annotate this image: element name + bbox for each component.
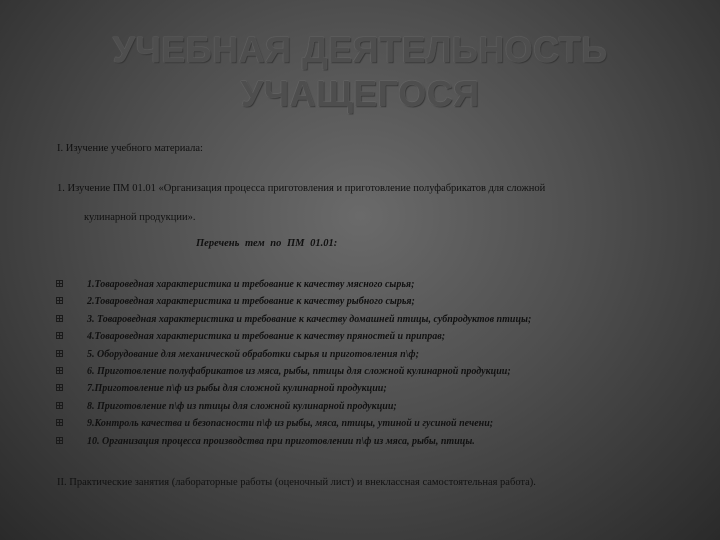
section-1-heading: I. Изучение учебного материала: [57, 143, 203, 154]
boxed-plus-icon [56, 280, 63, 287]
boxed-plus-icon [56, 437, 63, 444]
boxed-plus-icon [56, 297, 63, 304]
topic-text: 9.Контроль качества и безопасности п\ф из рыбы, мяса, птицы, утиной и гусиной печени; [87, 418, 494, 430]
slide-title [0, 28, 720, 116]
boxed-plus-icon [56, 332, 63, 339]
topic-text: 8. Приготовление п\ф из птицы для сложной кулинарной продукции; [87, 400, 397, 412]
topic-text: 6. Приготовление полуфабрикатов из мяса, рыбы, птицы для сложной кулинарной продукции; [87, 365, 511, 377]
slide-title-line-1: УЧЕБНАЯ ДЕЯТЕЛЬНОСТЬ [112, 29, 608, 70]
boxed-plus-icon [56, 367, 63, 374]
topics-heading: Перечень тем по ПМ 01.01: [196, 238, 338, 249]
topic-text: 5. Оборудование для механической обработки сырья и приготовления п\ф; [87, 348, 419, 360]
item-1-line-1: 1. Изучение ПМ 01.01 «Организация процесса приготовления и приготовление полуфабрикатов для сложной [57, 183, 546, 194]
topic-text: 2.Товароведная характеристика и требование к качеству рыбного сырья; [87, 296, 415, 308]
boxed-plus-icon [56, 315, 63, 322]
boxed-plus-icon [56, 384, 63, 391]
topic-text: 7.Приготовление п\ф из рыбы для сложной кулинарной продукции; [87, 383, 387, 395]
topic-text: 3. Товароведная характеристика и требование к качеству домашней птицы, субпродуктов птицы; [87, 313, 532, 325]
topic-text: 10. Организация процесса производства при приготовлении п\ф из мяса, рыбы, птицы. [87, 435, 475, 447]
boxed-plus-icon [56, 402, 63, 409]
item-1-line-2: кулинарной продукции». [84, 212, 196, 223]
boxed-plus-icon [56, 419, 63, 426]
topic-text: 4.Товароведная характеристика и требование к качеству пряностей и приправ; [87, 331, 446, 343]
slide-title-line-2: УЧАЩЕГОСЯ [240, 73, 480, 114]
topic-text: 1.Товароведная характеристика и требование к качеству мясного сырья; [87, 279, 415, 290]
section-2-heading: II. Практические занятия (лабораторные работы (оценочный лист) и внеклассная самостоятельная работа). [57, 477, 536, 488]
boxed-plus-icon [56, 350, 63, 357]
